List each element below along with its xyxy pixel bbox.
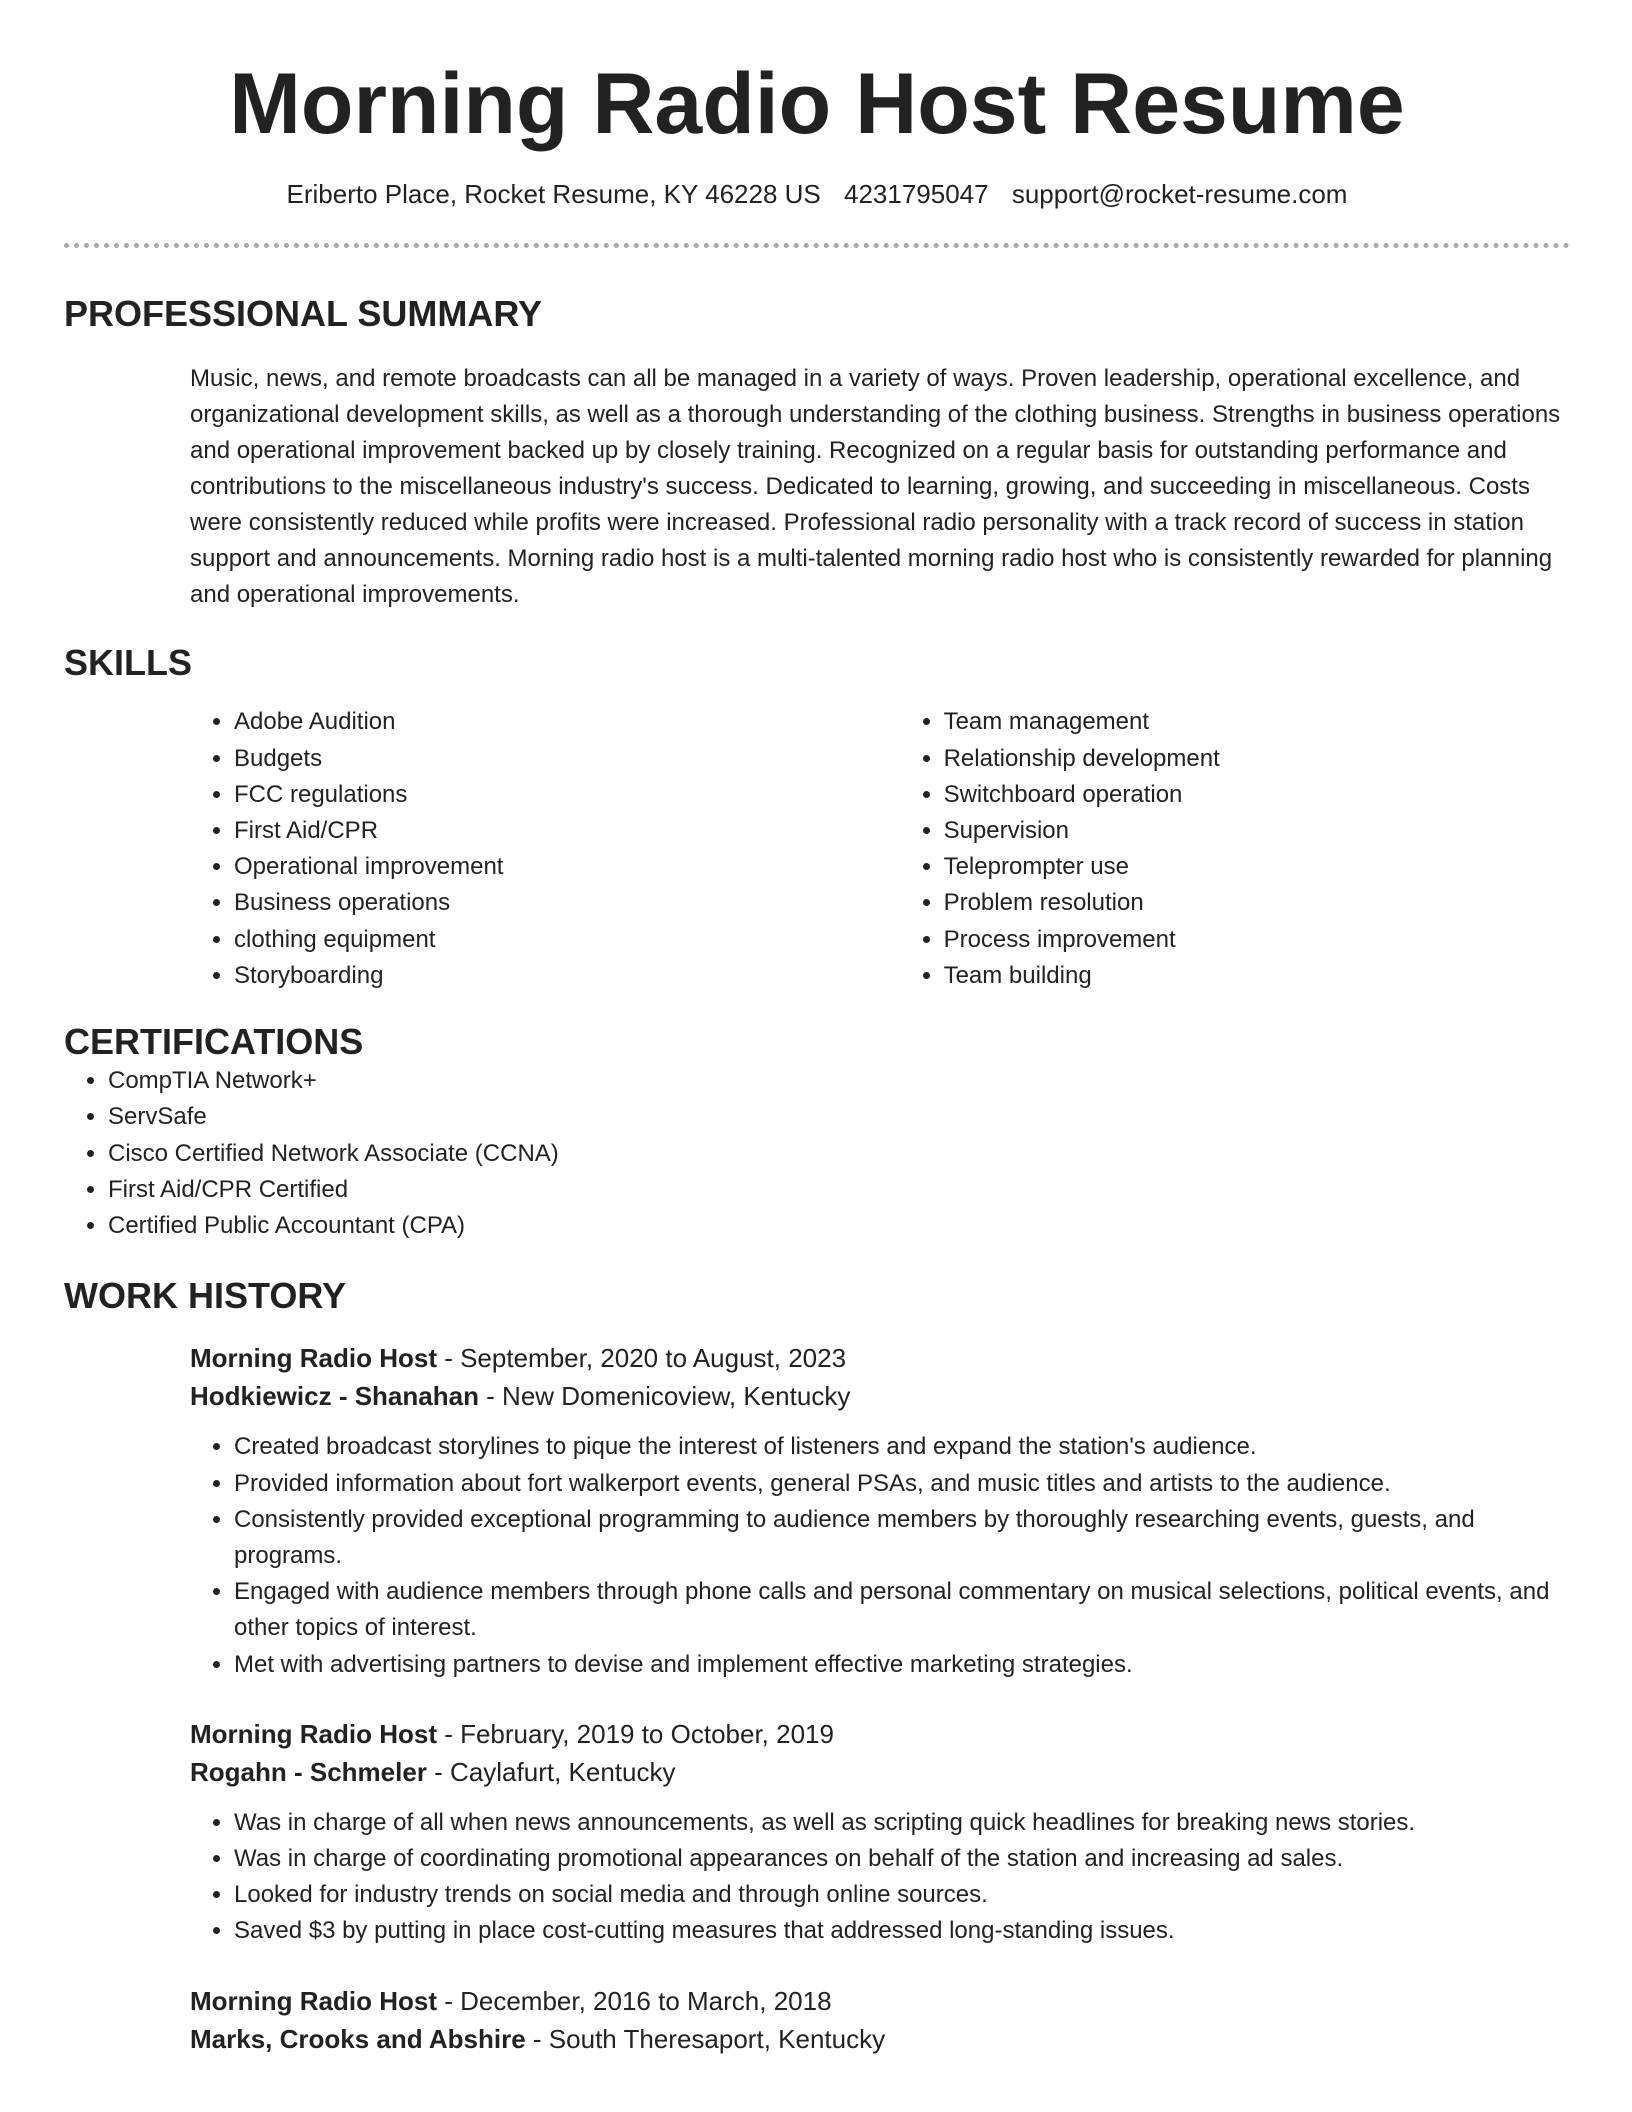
job-title-line — [190, 1715, 1570, 1753]
job-duty-item: • Was in charge of coordinating promotional appearances on behalf of the station and increasing ad sales. — [234, 1841, 1570, 1877]
skill-item: • Adobe Audition — [234, 704, 900, 740]
job-company: Hodkiewicz - Shanahan — [190, 1381, 479, 1412]
resume-title: Morning Radio Host Resume — [229, 56, 1405, 152]
skill-item: • clothing equipment — [234, 922, 900, 958]
skill-item: • Switchboard operation — [944, 777, 1570, 813]
job-duty-item: • Consistently provided exceptional programming to audience members by thoroughly researching events, guests, and programs. — [234, 1502, 1570, 1574]
summary-text: Music, news, and remote broadcasts can all be managed in a variety of ways. Proven leadership, operational excellence, and organizational development skills, as well as a thorough understanding of the clothing business. Strengths in business operations and operational improvement backed up by closely training. Recognized on a regular basis for outstanding performance and contributions to the miscellaneous industry's success. Dedicated to learning, growing, and succeeding in miscellaneous. Costs were consistently reduced while profits were increased. Professional radio personality with a track record of success in station support and announcements. Morning radio host is a multi-talented morning radio host who is consistently rewarded for planning and operational improvements. — [190, 365, 1561, 609]
job-title-line — [190, 1982, 1570, 2020]
work-history-section — [64, 1274, 1570, 2057]
header-divider — [64, 243, 1570, 248]
certifications-section — [64, 1020, 1570, 1244]
job-duty-item: • Provided information about fort walkerport events, general PSAs, and music titles and artists to the audience. — [234, 1466, 1570, 1502]
job-duty-item: • Saved $3 by putting in place cost-cutting measures that addressed long-standing issues. — [234, 1913, 1570, 1949]
job-duty-item: • Created broadcast storylines to pique the interest of listeners and expand the station's audience. — [234, 1429, 1570, 1465]
certification-item: • Cisco Certified Network Associate (CCNA) — [108, 1136, 1570, 1172]
certification-item: • Certified Public Accountant (CPA) — [108, 1208, 1570, 1244]
skill-item: • Budgets — [234, 741, 900, 777]
job-dates: - September, 2020 to August, 2023 — [436, 1343, 847, 1374]
certification-item: • First Aid/CPR Certified — [108, 1172, 1570, 1208]
certification-item: • CompTIA Network+ — [108, 1063, 1570, 1099]
contact-info — [64, 179, 1570, 210]
job-duty-item: • Looked for industry trends on social media and through online sources. — [234, 1877, 1570, 1913]
job-company: Rogahn - Schmeler — [190, 1756, 427, 1787]
contact-phone: 4231795047 — [844, 178, 989, 209]
job-company-line — [190, 1753, 1570, 1791]
skill-item: • Storyboarding — [234, 958, 900, 994]
skill-item: • FCC regulations — [234, 777, 900, 813]
skill-item: • Supervision — [944, 813, 1570, 849]
skills-heading: SKILLS — [64, 642, 193, 684]
job-location: - Caylafurt, Kentucky — [426, 1756, 676, 1787]
summary-section — [64, 292, 1570, 613]
job-title-line — [190, 1339, 1570, 1377]
job-entry — [190, 1339, 1570, 1682]
skill-item: • Process improvement — [944, 922, 1570, 958]
skill-item: • First Aid/CPR — [234, 813, 900, 849]
work-history-heading: WORK HISTORY — [64, 1275, 347, 1317]
skill-item: • Team building — [944, 958, 1570, 994]
contact-email: support@rocket-resume.com — [1011, 178, 1348, 209]
job-duty-item: • Engaged with audience members through phone calls and personal commentary on musical selections, political events, and other topics of interest. — [234, 1574, 1570, 1646]
job-duty-item: • Was in charge of all when news announcements, as well as scripting quick headlines for breaking news stories. — [234, 1805, 1570, 1841]
job-location: - South Theresaport, Kentucky — [525, 2023, 886, 2054]
job-company-line — [190, 1377, 1570, 1415]
job-duties-list — [190, 1805, 1570, 1950]
job-company-line — [190, 2020, 1570, 2058]
skills-section — [64, 641, 1570, 994]
job-title: Morning Radio Host — [190, 1985, 437, 2016]
contact-address: Eriberto Place, Rocket Resume, KY 46228 US — [286, 178, 821, 209]
certifications-heading: CERTIFICATIONS — [64, 1021, 364, 1063]
skills-list-left — [190, 704, 900, 994]
job-entry — [190, 1715, 1570, 1950]
certifications-list — [64, 1063, 1570, 1244]
resume-page — [64, 0, 1570, 2058]
skill-item: • Problem resolution — [944, 885, 1570, 921]
skill-item: • Team management — [944, 704, 1570, 740]
skill-item: • Operational improvement — [234, 849, 900, 885]
summary-heading: PROFESSIONAL SUMMARY — [64, 293, 543, 335]
skill-item: • Relationship development — [944, 741, 1570, 777]
certification-item: • ServSafe — [108, 1099, 1570, 1135]
job-title: Morning Radio Host — [190, 1343, 437, 1374]
skills-list-right — [900, 704, 1570, 994]
job-entry — [190, 1982, 1570, 2058]
job-dates: - December, 2016 to March, 2018 — [436, 1985, 832, 2016]
skills-grid — [190, 704, 1570, 994]
skill-item: • Business operations — [234, 885, 900, 921]
job-dates: - February, 2019 to October, 2019 — [436, 1718, 834, 1749]
job-company: Marks, Crooks and Abshire — [190, 2023, 526, 2054]
job-location: - New Domenicoview, Kentucky — [478, 1381, 851, 1412]
job-duties-list — [190, 1429, 1570, 1682]
job-title: Morning Radio Host — [190, 1718, 437, 1749]
job-duty-item: • Met with advertising partners to devise and implement effective marketing strategies. — [234, 1647, 1570, 1683]
skill-item: • Teleprompter use — [944, 849, 1570, 885]
